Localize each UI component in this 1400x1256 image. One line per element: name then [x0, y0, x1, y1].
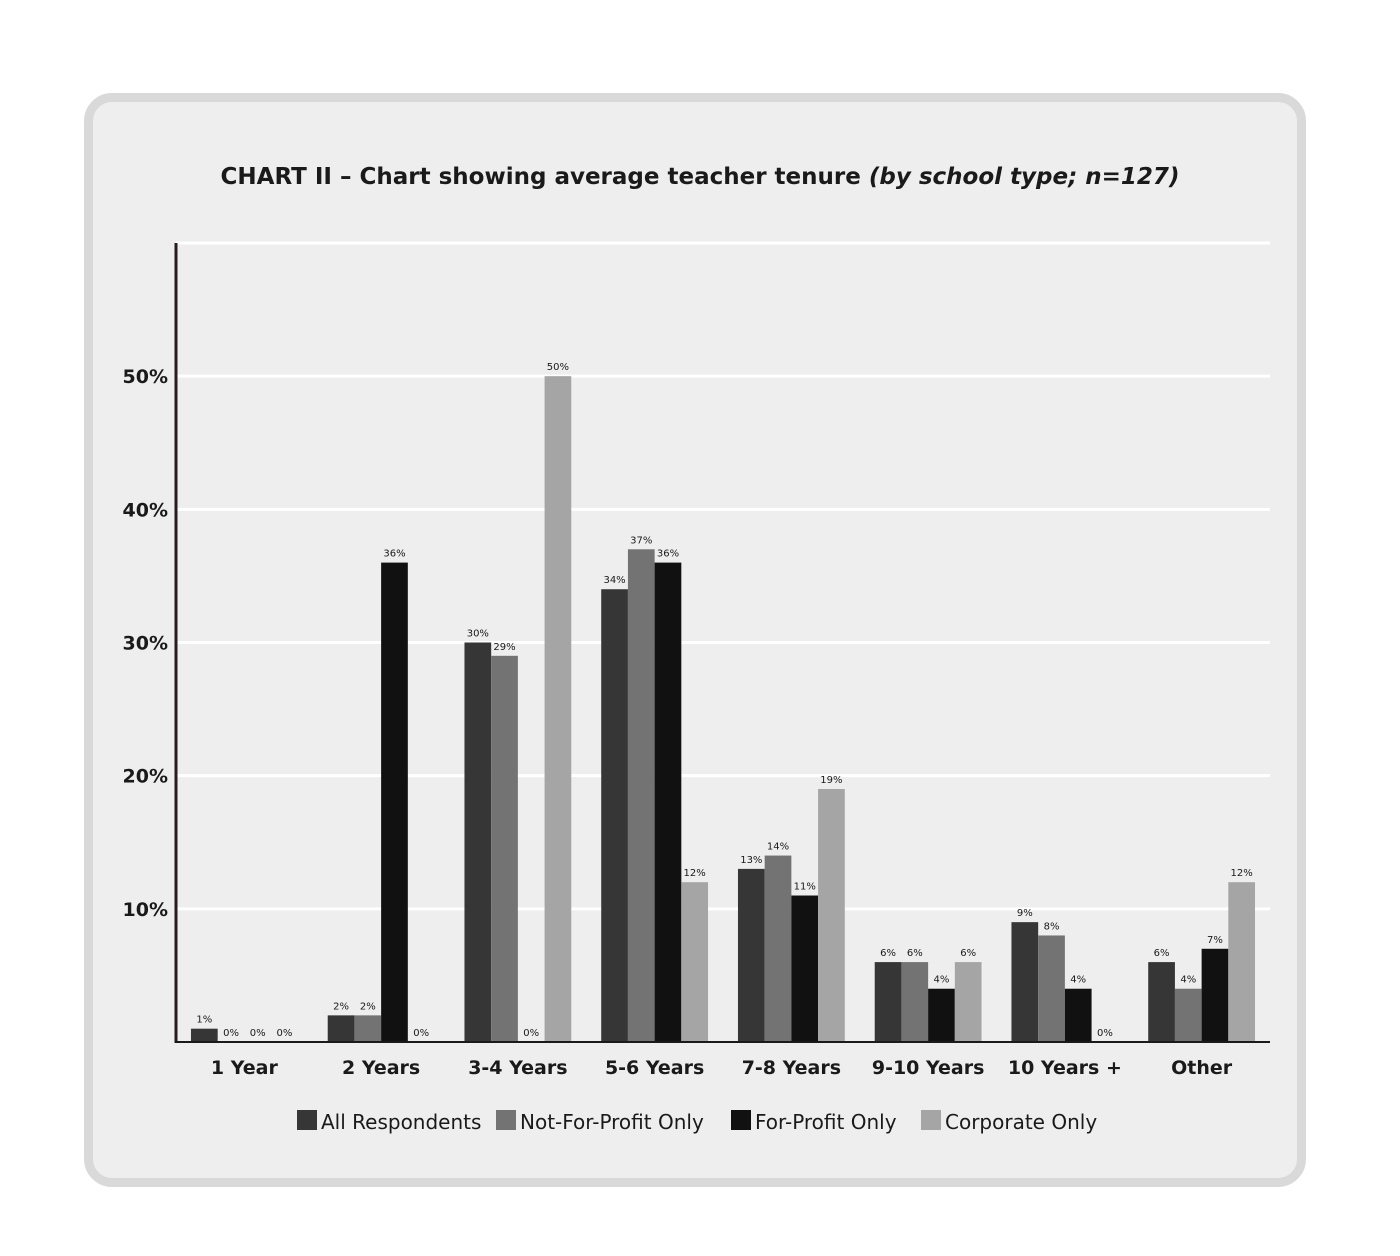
bar-all-respondents-7-8-years	[738, 869, 765, 1042]
legend	[297, 1110, 1097, 1134]
data-label: 36%	[656, 548, 680, 560]
bar-corporate-only-9-10-years	[955, 962, 982, 1042]
data-label: 8%	[1043, 921, 1060, 933]
chart-subtitle: (by school type; n=127)	[868, 164, 1180, 190]
data-label: 4%	[1180, 974, 1197, 986]
y-tick-label: 50%	[122, 366, 168, 389]
legend-item-all-respondents	[297, 1110, 481, 1134]
data-label: 37%	[630, 535, 653, 547]
x-tick-label: 3-4 Years	[468, 1057, 568, 1079]
bar-all-respondents-5-6-years	[601, 589, 628, 1042]
legend-item-corporate-only	[921, 1110, 1097, 1134]
data-label: 34%	[603, 575, 626, 587]
legend-label: Not-For-Profit Only	[520, 1110, 704, 1134]
data-label: 9%	[1016, 908, 1033, 920]
data-label: 13%	[740, 854, 763, 866]
bar-not-for-profit-only-other	[1175, 989, 1202, 1042]
bar-not-for-profit-only-10-years-	[1038, 935, 1065, 1042]
data-label: 50%	[546, 362, 570, 374]
x-tick-label: 5-6 Years	[604, 1057, 705, 1079]
data-label: 2%	[359, 1001, 376, 1013]
data-label: 12%	[683, 868, 706, 880]
bar-corporate-only-5-6-years	[681, 882, 708, 1042]
bar-for-profit-only-7-8-years	[791, 896, 818, 1042]
data-label: 0%	[223, 1028, 239, 1039]
legend-item-not-for-profit-only	[496, 1110, 704, 1134]
data-label: 6%	[960, 948, 977, 960]
bar-not-for-profit-only-3-4-years	[491, 656, 518, 1042]
data-label: 6%	[880, 948, 897, 960]
bar-not-for-profit-only-9-10-years	[901, 962, 928, 1042]
y-tick-label: 20%	[122, 765, 168, 788]
data-label: 1%	[196, 1014, 213, 1026]
data-label: 19%	[820, 774, 843, 786]
x-tick-label: 1 Year	[210, 1057, 278, 1079]
x-tick-label: 9-10 Years	[871, 1057, 985, 1079]
data-label: 7%	[1207, 934, 1223, 946]
data-label: 6%	[906, 948, 923, 960]
x-tick-label: 10 Years +	[1007, 1057, 1122, 1079]
legend-swatch	[297, 1110, 317, 1130]
bar-corporate-only-3-4-years	[545, 376, 572, 1042]
legend-label: Corporate Only	[945, 1110, 1098, 1134]
y-tick-label: 30%	[122, 632, 168, 655]
data-label: 0%	[249, 1028, 266, 1039]
y-axis-tick-labels	[123, 366, 168, 921]
bar-all-respondents-3-4-years	[464, 643, 491, 1043]
legend-label: All Respondents	[321, 1110, 482, 1134]
bar-for-profit-only-9-10-years	[928, 989, 955, 1042]
bar-not-for-profit-only-5-6-years	[628, 549, 655, 1042]
data-label: 0%	[1096, 1028, 1113, 1039]
data-label: 0%	[413, 1028, 430, 1039]
bar-for-profit-only-5-6-years	[655, 563, 682, 1042]
data-label: 6%	[1153, 948, 1170, 960]
bars	[191, 376, 1255, 1042]
bar-all-respondents-10-years-	[1011, 922, 1038, 1042]
legend-swatch	[496, 1110, 516, 1130]
bar-not-for-profit-only-7-8-years	[765, 856, 792, 1042]
data-label: 4%	[1070, 974, 1087, 986]
x-tick-label: Other	[1171, 1057, 1233, 1079]
data-label: 36%	[383, 548, 406, 560]
legend-item-for-profit-only	[731, 1110, 897, 1134]
legend-label: For-Profit Only	[755, 1110, 897, 1134]
data-label: 4%	[933, 974, 950, 986]
data-label: 12%	[1230, 868, 1253, 880]
y-tick-label: 10%	[122, 898, 168, 921]
data-label: 29%	[493, 641, 516, 653]
y-tick-label: 40%	[122, 499, 168, 522]
bar-all-respondents-other	[1148, 962, 1175, 1042]
data-label: 2%	[333, 1001, 350, 1013]
data-label: 0%	[276, 1028, 293, 1039]
bar-corporate-only-7-8-years	[818, 789, 845, 1042]
data-label: 0%	[523, 1028, 540, 1039]
gridlines	[176, 243, 1270, 909]
data-label: 11%	[793, 881, 816, 893]
data-label: 30%	[466, 628, 489, 640]
bar-for-profit-only-10-years-	[1065, 989, 1092, 1042]
data-label: 14%	[766, 841, 790, 853]
x-tick-label: 7-8 Years	[741, 1057, 842, 1079]
legend-swatch	[921, 1110, 941, 1130]
x-tick-label: 2 Years	[342, 1057, 421, 1079]
bar-all-respondents-1-year	[191, 1029, 218, 1042]
data-labels	[196, 362, 1252, 1039]
chart-title	[221, 164, 1180, 190]
bar-corporate-only-other	[1228, 882, 1255, 1042]
x-axis-tick-labels	[211, 1057, 1233, 1079]
bar-all-respondents-9-10-years	[875, 962, 902, 1042]
bar-for-profit-only-2-years	[381, 563, 408, 1042]
bar-all-respondents-2-years	[328, 1015, 355, 1042]
bar-for-profit-only-other	[1202, 949, 1229, 1042]
bar-not-for-profit-only-2-years	[354, 1015, 381, 1042]
legend-swatch	[731, 1110, 751, 1130]
chart-title-main: CHART II – Chart showing average teacher tenure	[220, 164, 861, 190]
